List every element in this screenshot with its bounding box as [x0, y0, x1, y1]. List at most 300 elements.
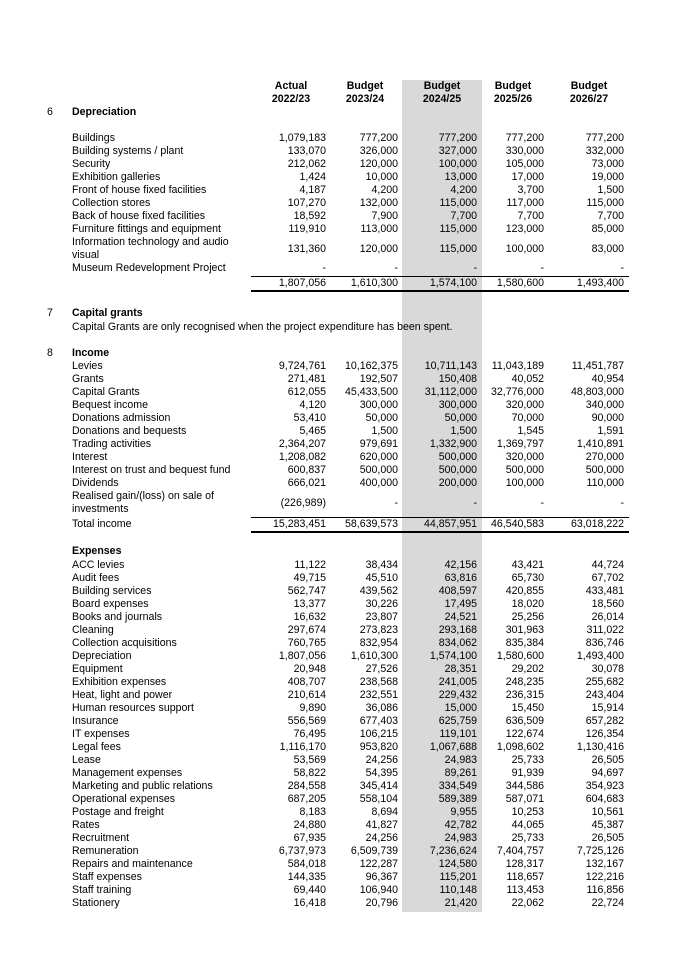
row-value: 301,963 — [505, 624, 544, 636]
row-value: 41,827 — [365, 819, 398, 831]
row-value: 115,000 — [439, 197, 477, 209]
row-value: - — [620, 497, 624, 509]
row-label: Postage and freight — [72, 806, 164, 818]
row-label: Depreciation — [72, 650, 132, 662]
row-value: 236,315 — [505, 689, 544, 701]
row-value: 105,000 — [505, 158, 544, 170]
row-value: 117,000 — [506, 197, 544, 209]
row-label: Donations and bequests — [72, 425, 187, 437]
row-value: 73,000 — [591, 158, 624, 170]
total-value: 63,018,222 — [570, 518, 624, 530]
row-value: 48,803,000 — [570, 386, 624, 398]
row-value: 1,208,082 — [278, 451, 326, 463]
row-value: 327,000 — [438, 145, 477, 157]
row-value: 210,614 — [287, 689, 326, 701]
row-label: Operational expenses — [72, 793, 176, 805]
row-value: 100,000 — [505, 477, 544, 489]
row-value: 255,682 — [585, 676, 624, 688]
row-value: 777,200 — [359, 132, 398, 144]
row-value: 4,200 — [371, 184, 398, 196]
row-value: 115,000 — [586, 197, 624, 209]
row-value: 300,000 — [359, 399, 398, 411]
table-row — [0, 767, 675, 780]
row-value: 340,000 — [585, 399, 624, 411]
table-row — [0, 676, 675, 689]
section-title-expenses: Expenses — [72, 545, 122, 557]
row-label: Rates — [72, 819, 100, 831]
row-value: 40,052 — [511, 373, 544, 385]
row-value: 4,200 — [450, 184, 477, 196]
row-value: 1,500 — [371, 425, 398, 437]
row-value: 1,500 — [597, 184, 624, 196]
row-label: Heat, light and power — [72, 689, 173, 701]
row-value: 54,395 — [365, 767, 398, 779]
row-label: Collection stores — [72, 197, 151, 209]
row-value: 439,562 — [359, 585, 398, 597]
row-value: 24,256 — [365, 754, 398, 766]
row-value: 620,000 — [359, 451, 398, 463]
column-header-actual-2022-23: Actual 2022/23 — [271, 80, 311, 105]
table-row — [0, 897, 675, 910]
row-value: 297,674 — [287, 624, 326, 636]
total-row — [0, 518, 675, 531]
row-value: 115,201 — [439, 871, 477, 883]
table-row — [0, 806, 675, 819]
table-row — [0, 210, 675, 223]
row-label: ACC levies — [72, 559, 125, 571]
row-value: 113,000 — [360, 223, 398, 235]
row-label: Collection acquisitions — [72, 637, 177, 649]
row-value: 6,509,739 — [350, 845, 398, 857]
section-title-capital-grants: Capital grants — [72, 307, 143, 319]
row-label: Insurance — [72, 715, 119, 727]
row-label: Human resources support — [72, 702, 194, 714]
section-title-income: Income — [72, 347, 110, 359]
row-value: 67,702 — [591, 572, 624, 584]
row-value: 110,148 — [439, 884, 477, 896]
row-label: Interest — [72, 451, 108, 463]
row-value: 16,632 — [293, 611, 326, 623]
total-row — [0, 277, 675, 290]
row-value: 69,440 — [293, 884, 326, 896]
row-label: Staff training — [72, 884, 132, 896]
row-value: 44,065 — [511, 819, 544, 831]
row-value: 18,560 — [591, 598, 624, 610]
row-value: 42,156 — [444, 559, 477, 571]
table-row — [0, 624, 675, 637]
row-value: - — [620, 262, 624, 274]
row-value: 50,000 — [444, 412, 477, 424]
row-value: 119,101 — [439, 728, 477, 740]
table-row — [0, 132, 675, 145]
column-header-budget-2025-26: Budget 2025/26 — [493, 80, 533, 105]
row-value: 26,014 — [591, 611, 624, 623]
table-row — [0, 650, 675, 663]
row-value: 1,610,300 — [350, 650, 398, 662]
row-value: 24,256 — [365, 832, 398, 844]
row-value: 7,725,126 — [576, 845, 624, 857]
row-value: 320,000 — [505, 399, 544, 411]
row-label: Realised gain/(loss) on sale of investments — [72, 490, 214, 515]
row-label: Furniture fittings and equipment — [72, 223, 221, 235]
table-row — [0, 223, 675, 236]
row-label: Donations admission — [72, 412, 171, 424]
row-value: 636,509 — [505, 715, 544, 727]
table-row — [0, 832, 675, 845]
row-value: 20,796 — [365, 897, 398, 909]
row-value: 29,202 — [511, 663, 544, 675]
row-label: Capital Grants — [72, 386, 140, 398]
table-row — [0, 373, 675, 386]
row-value: 11,451,787 — [571, 360, 624, 372]
total-value: 1,610,300 — [350, 277, 398, 289]
row-value: 332,000 — [585, 145, 624, 157]
row-value: 90,000 — [591, 412, 624, 424]
row-value: 500,000 — [438, 464, 477, 476]
row-value: 131,360 — [287, 243, 326, 255]
table-row — [0, 451, 675, 464]
row-label: Museum Redevelopment Project — [72, 262, 226, 274]
row-label: Lease — [72, 754, 101, 766]
row-value: 293,168 — [438, 624, 477, 636]
table-row — [0, 884, 675, 897]
row-label: Building systems / plant — [72, 145, 184, 157]
table-row — [0, 845, 675, 858]
row-value: 24,521 — [444, 611, 477, 623]
row-value: - — [473, 497, 477, 509]
total-value: 44,857,951 — [423, 518, 477, 530]
row-value: 122,287 — [359, 858, 398, 870]
row-value: 666,021 — [287, 477, 326, 489]
row-label: Exhibition galleries — [72, 171, 161, 183]
row-value: 657,282 — [585, 715, 624, 727]
row-value: 133,070 — [287, 145, 326, 157]
row-label: Books and journals — [72, 611, 163, 623]
row-value: 200,000 — [438, 477, 477, 489]
row-value: 320,000 — [505, 451, 544, 463]
row-value: 7,900 — [371, 210, 398, 222]
row-value: 243,404 — [585, 689, 624, 701]
row-value: 979,691 — [359, 438, 398, 450]
row-label: Cleaning — [72, 624, 114, 636]
row-label: Levies — [72, 360, 103, 372]
row-value: 83,000 — [591, 243, 624, 255]
row-value: 120,000 — [359, 243, 398, 255]
table-row — [0, 754, 675, 767]
row-value: 45,510 — [365, 572, 398, 584]
table-row — [0, 780, 675, 793]
table-row — [0, 412, 675, 425]
section-number-capital-grants: 7 — [47, 307, 53, 319]
row-value: 132,000 — [359, 197, 398, 209]
row-value: 433,481 — [585, 585, 624, 597]
row-value: 27,526 — [365, 663, 398, 675]
row-value: 106,215 — [359, 728, 398, 740]
row-value: 49,715 — [293, 572, 326, 584]
section-number-depreciation: 6 — [47, 106, 53, 118]
row-label: Repairs and maintenance — [72, 858, 193, 870]
row-value: 311,022 — [586, 624, 624, 636]
row-value: 7,236,624 — [429, 845, 477, 857]
row-value: 126,354 — [585, 728, 624, 740]
table-row — [0, 715, 675, 728]
row-value: 1,545 — [517, 425, 544, 437]
row-label: Legal fees — [72, 741, 121, 753]
row-value: 1,580,600 — [496, 650, 544, 662]
row-value: 15,450 — [511, 702, 544, 714]
table-row — [0, 425, 675, 438]
row-value: - — [322, 262, 326, 274]
row-value: 777,200 — [438, 132, 477, 144]
row-label: Dividends — [72, 477, 119, 489]
table-row — [0, 663, 675, 676]
row-value: 15,000 — [444, 702, 477, 714]
row-value: 26,505 — [591, 832, 624, 844]
row-value: 238,568 — [359, 676, 398, 688]
table-row — [0, 262, 675, 275]
row-value: 40,954 — [591, 373, 624, 385]
table-row — [0, 741, 675, 754]
table-row — [0, 145, 675, 158]
row-value: 625,759 — [438, 715, 477, 727]
row-value: 836,746 — [585, 637, 624, 649]
row-value: 25,733 — [511, 832, 544, 844]
row-value: 76,495 — [293, 728, 326, 740]
table-row — [0, 728, 675, 741]
row-value: 834,062 — [438, 637, 477, 649]
row-value: 6,737,973 — [278, 845, 326, 857]
table-row — [0, 464, 675, 477]
row-value: 36,086 — [365, 702, 398, 714]
row-value: 326,000 — [359, 145, 398, 157]
row-value: 832,954 — [359, 637, 398, 649]
row-value: 2,364,207 — [278, 438, 326, 450]
row-value: - — [394, 497, 398, 509]
row-label: Staff expenses — [72, 871, 142, 883]
row-value: 115,000 — [439, 243, 477, 255]
row-value: 212,062 — [287, 158, 326, 170]
row-value: 42,782 — [444, 819, 477, 831]
table-row — [0, 399, 675, 412]
row-value: 354,923 — [585, 780, 624, 792]
row-value: 65,730 — [511, 572, 544, 584]
row-value: 24,880 — [293, 819, 326, 831]
row-value: 17,000 — [511, 171, 544, 183]
row-value: 835,384 — [505, 637, 544, 649]
row-label: Back of house fixed facilities — [72, 210, 206, 222]
row-value: 408,597 — [438, 585, 477, 597]
row-value: 248,235 — [505, 676, 544, 688]
row-value: 270,000 — [585, 451, 624, 463]
row-label: Equipment — [72, 663, 123, 675]
row-value: 1,130,416 — [576, 741, 624, 753]
row-value: 107,270 — [287, 197, 326, 209]
row-label: Grants — [72, 373, 104, 385]
row-label: Remuneration — [72, 845, 139, 857]
row-value: 345,414 — [359, 780, 398, 792]
row-value: 271,481 — [287, 373, 326, 385]
row-value: 22,062 — [511, 897, 544, 909]
row-value: 273,823 — [359, 624, 398, 636]
row-value: 5,465 — [299, 425, 326, 437]
row-value: 192,507 — [359, 373, 398, 385]
row-value: 9,890 — [299, 702, 326, 714]
row-value: 91,939 — [511, 767, 544, 779]
row-value: 500,000 — [505, 464, 544, 476]
row-value: 9,724,761 — [278, 360, 326, 372]
row-value: 1,410,891 — [576, 438, 624, 450]
row-label: Bequest income — [72, 399, 148, 411]
row-value: 4,120 — [299, 399, 326, 411]
row-value: 119,910 — [288, 223, 326, 235]
table-row — [0, 490, 675, 516]
row-value: 612,055 — [287, 386, 326, 398]
row-value: 23,807 — [365, 611, 398, 623]
row-label: Board expenses — [72, 598, 149, 610]
row-value: 11,043,189 — [491, 360, 544, 372]
row-value: 300,000 — [438, 399, 477, 411]
table-row — [0, 477, 675, 490]
row-label: Building services — [72, 585, 152, 597]
row-label: Trading activities — [72, 438, 152, 450]
row-label: Buildings — [72, 132, 115, 144]
row-value: 1,332,900 — [429, 438, 477, 450]
row-value: 24,983 — [444, 754, 477, 766]
row-value: 1,807,056 — [278, 650, 326, 662]
row-value: 10,253 — [511, 806, 544, 818]
row-value: 677,403 — [359, 715, 398, 727]
row-value: 18,592 — [293, 210, 326, 222]
row-value: 32,776,000 — [490, 386, 544, 398]
row-value: 58,822 — [293, 767, 326, 779]
total-value: 1,807,056 — [278, 277, 326, 289]
row-value: 953,820 — [359, 741, 398, 753]
row-label: Information technology and audio visual — [72, 236, 229, 261]
row-value: 25,733 — [511, 754, 544, 766]
row-label: IT expenses — [72, 728, 130, 740]
row-value: 1,098,602 — [496, 741, 544, 753]
row-value: 3,700 — [517, 184, 544, 196]
row-label: Marketing and public relations — [72, 780, 213, 792]
total-value: 1,493,400 — [576, 277, 624, 289]
row-label: Interest on trust and bequest fund — [72, 464, 231, 476]
row-label: Front of house fixed facilities — [72, 184, 207, 196]
row-value: 67,935 — [293, 832, 326, 844]
row-label: Security — [72, 158, 111, 170]
row-value: 70,000 — [511, 412, 544, 424]
row-value: 16,418 — [293, 897, 326, 909]
row-value: 22,724 — [591, 897, 624, 909]
row-value: 45,387 — [591, 819, 624, 831]
row-value: 10,000 — [365, 171, 398, 183]
row-value: 21,420 — [444, 897, 477, 909]
row-value: 1,500 — [450, 425, 477, 437]
row-value: 85,000 — [591, 223, 624, 235]
row-value: 584,018 — [287, 858, 326, 870]
table-row — [0, 158, 675, 171]
row-value: 128,317 — [505, 858, 544, 870]
row-value: 687,205 — [287, 793, 326, 805]
row-value: - — [540, 262, 544, 274]
row-value: 589,389 — [438, 793, 477, 805]
row-value: 45,433,500 — [344, 386, 398, 398]
row-value: 11,122 — [294, 559, 326, 571]
table-row — [0, 360, 675, 373]
row-value: 89,261 — [444, 767, 477, 779]
total-value: 15,283,451 — [272, 518, 326, 530]
section-title-depreciation: Depreciation — [72, 106, 137, 118]
row-value: 10,561 — [591, 806, 624, 818]
row-value: 100,000 — [505, 243, 544, 255]
row-value: 26,505 — [591, 754, 624, 766]
row-value: 777,200 — [585, 132, 624, 144]
row-value: 500,000 — [585, 464, 624, 476]
table-row — [0, 689, 675, 702]
row-value: 232,551 — [359, 689, 398, 701]
row-value: 558,104 — [359, 793, 398, 805]
row-value: 408,707 — [287, 676, 326, 688]
table-row — [0, 871, 675, 884]
table-row — [0, 386, 675, 399]
row-value: 344,586 — [505, 780, 544, 792]
row-value: 115,000 — [439, 223, 477, 235]
row-value: 10,711,143 — [424, 360, 477, 372]
total-value: 46,540,583 — [490, 518, 544, 530]
row-value: 17,495 — [444, 598, 477, 610]
row-value: 334,549 — [438, 780, 477, 792]
row-value: 24,983 — [444, 832, 477, 844]
row-value: 53,410 — [293, 412, 326, 424]
table-row — [0, 171, 675, 184]
row-value: 15,914 — [591, 702, 624, 714]
column-header-budget-2026-27: Budget 2026/27 — [569, 80, 609, 105]
row-label: Recruitment — [72, 832, 130, 844]
capital-grants-note: Capital Grants are only recognised when the project expenditure has been spent. — [72, 321, 453, 333]
row-value: - — [540, 497, 544, 509]
row-value: 94,697 — [591, 767, 624, 779]
row-value: (226,989) — [280, 497, 326, 509]
section-number-income: 8 — [47, 347, 53, 359]
row-value: 1,493,400 — [576, 650, 624, 662]
row-value: 556,569 — [287, 715, 326, 727]
row-value: 20,948 — [293, 663, 326, 675]
row-value: 31,112,000 — [424, 386, 477, 398]
row-value: 110,000 — [586, 477, 624, 489]
row-value: 100,000 — [438, 158, 477, 170]
row-value: 9,955 — [450, 806, 477, 818]
table-row — [0, 585, 675, 598]
table-row — [0, 637, 675, 650]
row-value: 30,078 — [591, 663, 624, 675]
column-header-budget-2024-25: Budget 2024/25 — [422, 80, 462, 105]
row-value: 1,424 — [299, 171, 326, 183]
row-value: 123,000 — [505, 223, 544, 235]
row-value: 400,000 — [359, 477, 398, 489]
row-value: 150,408 — [438, 373, 477, 385]
row-value: 28,351 — [444, 663, 477, 675]
row-value: 106,940 — [359, 884, 398, 896]
row-value: 18,020 — [511, 598, 544, 610]
row-value: 229,432 — [438, 689, 477, 701]
row-value: 7,700 — [517, 210, 544, 222]
row-value: 96,367 — [365, 871, 398, 883]
table-row — [0, 702, 675, 715]
row-value: 1,591 — [597, 425, 624, 437]
row-value: 63,816 — [444, 572, 477, 584]
total-value: 58,639,573 — [344, 518, 398, 530]
row-value: 19,000 — [591, 171, 624, 183]
row-value: 562,747 — [287, 585, 326, 597]
